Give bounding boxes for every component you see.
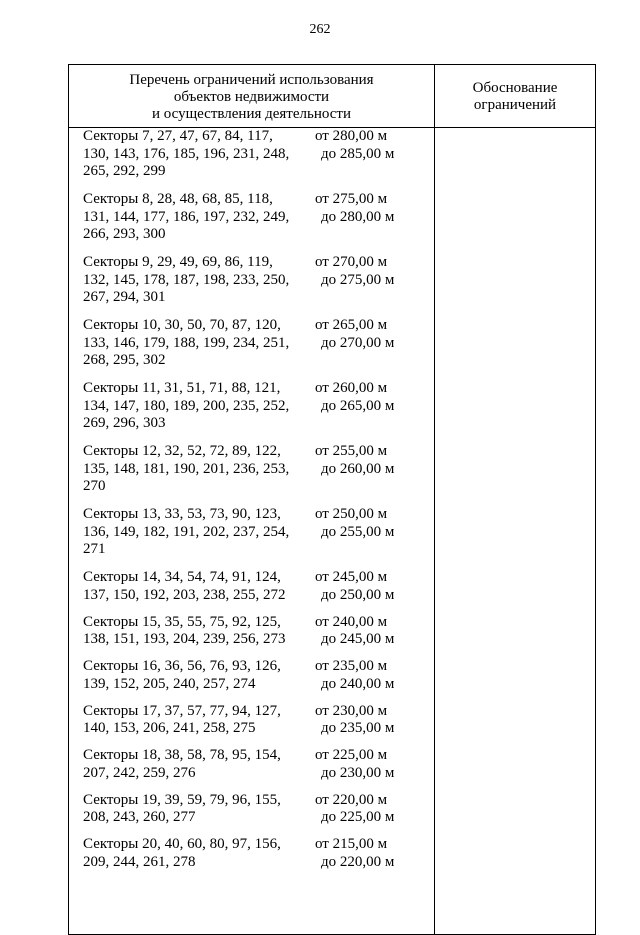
header-restrictions-line: и осуществления деятельности [151, 106, 351, 122]
sector-entry [69, 443, 434, 496]
sector-list-line: Секторы 11, 31, 51, 71, 88, 121, [83, 380, 281, 396]
height-from: от 230,00 м [315, 702, 388, 719]
sector-list-line: Секторы 8, 28, 48, 68, 85, 118, [83, 191, 273, 207]
sector-list-line: Секторы 15, 35, 55, 75, 92, 125, [83, 613, 281, 630]
table-body-row [69, 128, 596, 935]
height-to: до 260,00 м [321, 460, 395, 477]
height-to: до 270,00 м [321, 334, 395, 351]
height-to: до 235,00 м [321, 720, 395, 736]
header-justification-line: ограничений [473, 97, 557, 113]
height-to: до 250,00 м [321, 586, 395, 603]
sector-list-line: 269, 296, 303 [83, 415, 166, 431]
height-from: от 215,00 м [315, 836, 388, 852]
sector-entry [69, 703, 434, 738]
sector-list-line: 135, 148, 181, 190, 201, 236, 253, [83, 460, 290, 477]
sector-list-line: 139, 152, 205, 240, 257, 274 [83, 675, 256, 692]
height-from: от 270,00 м [315, 254, 388, 270]
height-to: до 245,00 м [321, 631, 395, 647]
sector-list-line: Секторы 12, 32, 52, 72, 89, 122, [83, 443, 281, 459]
height-range [297, 317, 394, 370]
height-range [297, 569, 394, 604]
sector-list [69, 380, 297, 433]
height-to: до 275,00 м [321, 271, 395, 288]
height-from: от 250,00 м [315, 506, 388, 522]
sector-entry [69, 380, 434, 433]
sector-list-line: Секторы 7, 27, 47, 67, 84, 117, [83, 128, 273, 144]
sector-entry [69, 658, 434, 693]
sector-list-line: Секторы 20, 40, 60, 80, 97, 156, [83, 836, 281, 852]
sector-list-line: 267, 294, 301 [83, 289, 166, 305]
sector-entry [69, 317, 434, 370]
sector-list-line: Секторы 9, 29, 49, 69, 86, 119, [83, 254, 273, 270]
sector-entry [69, 128, 434, 181]
sector-list-line: 137, 150, 192, 203, 238, 255, 272 [83, 586, 286, 603]
height-range [297, 443, 394, 496]
sector-list-line: Секторы 10, 30, 50, 70, 87, 120, [83, 317, 281, 333]
height-range [297, 128, 394, 181]
sector-list [69, 254, 297, 307]
sector-entry [69, 254, 434, 307]
height-to: до 265,00 м [321, 397, 395, 414]
header-restrictions-line: Перечень ограничений использования [129, 72, 374, 88]
sector-list-line: 131, 144, 177, 186, 197, 232, 249, [83, 208, 290, 225]
sector-list-line: Секторы 16, 36, 56, 76, 93, 126, [83, 658, 281, 674]
height-from: от 260,00 м [315, 380, 388, 396]
sector-list [69, 792, 297, 827]
sector-list-line: 265, 292, 299 [83, 163, 166, 179]
sector-list-line: 133, 146, 179, 188, 199, 234, 251, [83, 334, 290, 351]
sector-list-line: Секторы 19, 39, 59, 79, 96, 155, [83, 791, 281, 808]
height-range [297, 380, 394, 433]
height-from: от 245,00 м [315, 569, 388, 585]
sector-list-line: 270 [83, 478, 106, 494]
height-range [297, 254, 394, 307]
justification-cell [435, 128, 596, 935]
sector-list-line: 207, 242, 259, 276 [83, 764, 196, 781]
sector-list-line: Секторы 17, 37, 57, 77, 94, 127, [83, 702, 281, 719]
sector-list-line: 132, 145, 178, 187, 198, 233, 250, [83, 271, 290, 288]
sector-list-line: 266, 293, 300 [83, 226, 166, 242]
sector-entry [69, 569, 434, 604]
sector-list [69, 703, 297, 738]
sector-list-line: 208, 243, 260, 277 [83, 809, 196, 825]
sector-entry [69, 836, 434, 871]
height-range [297, 836, 394, 871]
sector-entry [69, 792, 434, 827]
height-range [297, 792, 394, 827]
page-number: 262 [309, 22, 331, 37]
header-justification [435, 65, 596, 128]
sector-list [69, 836, 297, 871]
sector-entry [69, 506, 434, 559]
height-range [297, 191, 394, 244]
header-restrictions [69, 65, 435, 128]
height-to: до 230,00 м [321, 764, 395, 781]
header-justification-line: Обоснование [472, 80, 558, 96]
height-range [297, 747, 394, 782]
sector-list [69, 506, 297, 559]
height-to: до 285,00 м [321, 145, 395, 162]
sector-list-line: 209, 244, 261, 278 [83, 853, 196, 870]
height-to: до 280,00 м [321, 208, 395, 225]
sector-list-line: Секторы 18, 38, 58, 78, 95, 154, [83, 747, 281, 763]
sector-list-line: 140, 153, 206, 241, 258, 275 [83, 720, 256, 736]
sector-entry [69, 191, 434, 244]
height-to: до 255,00 м [321, 523, 395, 540]
sector-list [69, 443, 297, 496]
sector-list-line: 268, 295, 302 [83, 352, 166, 368]
sector-list [69, 747, 297, 782]
height-from: от 255,00 м [315, 443, 388, 459]
height-from: от 240,00 м [315, 613, 388, 630]
sector-list [69, 569, 297, 604]
sector-list-line: Секторы 13, 33, 53, 73, 90, 123, [83, 506, 281, 522]
height-from: от 265,00 м [315, 317, 388, 333]
sector-entry [69, 614, 434, 649]
sector-list-line: 138, 151, 193, 204, 239, 256, 273 [83, 631, 286, 647]
height-from: от 225,00 м [315, 747, 388, 763]
restrictions-cell [69, 128, 435, 935]
sector-list [69, 614, 297, 649]
sector-list [69, 317, 297, 370]
height-to: до 240,00 м [321, 675, 395, 692]
sector-list [69, 128, 297, 181]
sector-list-line: 130, 143, 176, 185, 196, 231, 248, [83, 145, 290, 162]
height-range [297, 703, 394, 738]
height-from: от 235,00 м [315, 658, 388, 674]
sector-list-line: 271 [83, 541, 106, 557]
height-range [297, 506, 394, 559]
height-from: от 280,00 м [315, 128, 388, 144]
sector-list [69, 658, 297, 693]
height-range [297, 658, 394, 693]
sector-list [69, 191, 297, 244]
height-to: до 225,00 м [321, 809, 395, 825]
height-from: от 220,00 м [315, 791, 388, 808]
sector-list-line: Секторы 14, 34, 54, 74, 91, 124, [83, 569, 281, 585]
restrictions-table [68, 64, 596, 935]
height-from: от 275,00 м [315, 191, 388, 207]
sector-entry [69, 747, 434, 782]
table-header-row [69, 65, 596, 128]
sector-list-line: 134, 147, 180, 189, 200, 235, 252, [83, 397, 290, 414]
height-to: до 220,00 м [321, 853, 395, 870]
sector-list-line: 136, 149, 182, 191, 202, 237, 254, [83, 523, 290, 540]
header-restrictions-line: объектов недвижимости [173, 89, 330, 105]
height-range [297, 614, 394, 649]
